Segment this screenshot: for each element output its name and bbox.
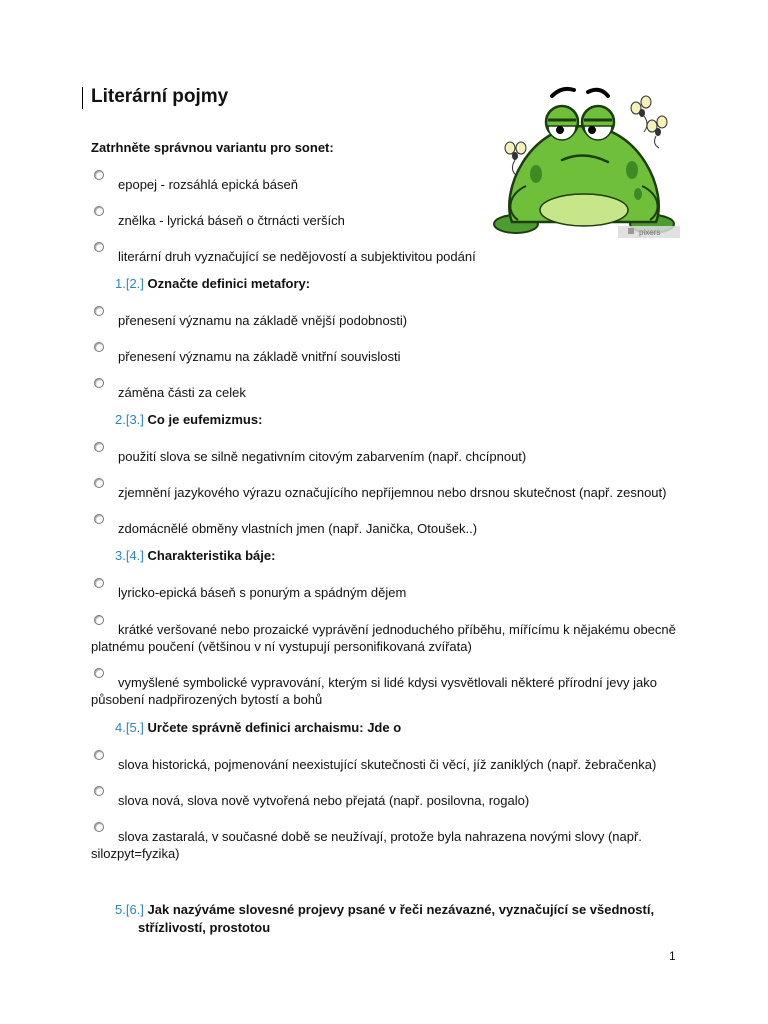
question-number: 5.[6.] [115,902,144,917]
question-2 [115,411,262,428]
question-text: Co je eufemizmus: [147,412,263,427]
q1-option-1[interactable] [91,312,681,329]
question-text: Jak nazýváme slovesné projevy psané v řeči nezávazné, vyznačující se všedností, [147,902,655,917]
question-5-continued: střízlivostí, prostotou [138,920,271,935]
option-label: krátké veršované nebo prozaické vyprávění jednoduchého příběhu, mířícímu k nějakému obecně platnému poučení (většinou v ní vystupují personifikovaná zvířata) [91,622,676,654]
option-label: zdomácnělé obměny vlastních jmen (např. Janička, Otoušek..) [118,521,478,536]
question-text: Označte definici metafory: [147,276,311,291]
intro-option-2[interactable] [91,212,681,229]
question-number: 4.[5.] [115,720,144,735]
intro-question: Zatrhněte správnou variantu pro sonet: [91,140,334,155]
question-number: 1.[2.] [115,276,144,291]
radio-button[interactable] [94,615,104,625]
radio-button[interactable] [94,306,104,316]
intro-option-1[interactable] [91,176,681,193]
q1-option-3[interactable] [91,384,681,401]
question-text: Charakteristika báje: [147,548,276,563]
option-label: slova zastaralá, v současné době se neužívají, protože byla nahrazena novými slovy (např. silozpyt=fyzika) [91,829,642,861]
option-label: znělka - lyrická báseň o čtrnácti verších [118,213,345,228]
radio-button[interactable] [94,822,104,832]
radio-button[interactable] [94,786,104,796]
radio-button[interactable] [94,206,104,216]
q4-option-2[interactable] [91,792,681,809]
q3-option-2[interactable] [91,621,681,655]
radio-button[interactable] [94,242,104,252]
question-3 [115,547,275,564]
radio-button[interactable] [94,342,104,352]
radio-button[interactable] [94,750,104,760]
option-label: záměna části za celek [118,385,246,400]
q4-option-3[interactable] [91,828,681,862]
q3-option-3[interactable] [91,674,681,708]
radio-button[interactable] [94,442,104,452]
radio-button[interactable] [94,514,104,524]
intro-option-3[interactable] [91,248,681,265]
q2-option-1[interactable] [91,448,681,465]
watermark-text: pixers [639,228,661,237]
radio-button[interactable] [94,170,104,180]
radio-button[interactable] [94,668,104,678]
question-text: Určete správně definici archaismu: Jde o [147,720,402,735]
option-label: zjemnění jazykového výrazu označujícího nepříjemnou nebo drsnou skutečnost (např. zesnout) [118,485,667,500]
question-number: 2.[3.] [115,412,144,427]
option-label: přenesení významu na základě vnitřní souvislosti [118,349,401,364]
question-4 [115,719,401,736]
option-label: epopej - rozsáhlá epická báseň [118,177,298,192]
q3-option-1[interactable] [91,584,681,601]
option-label: slova nová, slova nově vytvořená nebo přejatá (např. posilovna, rogalo) [118,793,530,808]
q1-option-2[interactable] [91,348,681,365]
option-label: vymyšlené symbolické vypravování, kterým si lidé kdysi vysvětlovali některé přírodní jevy jako působení nadpřirozených bytostí a bohů [91,675,657,707]
radio-button[interactable] [94,478,104,488]
text-cursor [82,87,83,109]
page-title: Literární pojmy [91,86,229,107]
question-number: 3.[4.] [115,548,144,563]
q4-option-1[interactable] [91,756,681,773]
q2-option-2[interactable] [91,484,681,501]
question-1 [115,275,310,292]
option-label: lyricko-epická báseň s ponurým a spádným dějem [118,585,407,600]
q2-option-3[interactable] [91,520,681,537]
option-label: slova historická, pojmenování neexistující skutečnosti či věcí, jíž zaniklých (např. žebračenka) [118,757,657,772]
radio-button[interactable] [94,378,104,388]
option-label: přenesení významu na základě vnější podobnosti) [118,313,408,328]
option-label: literární druh vyznačující se nedějovostí a subjektivitou podání [118,249,476,264]
question-5 [115,901,654,918]
fly-icon [647,116,667,148]
radio-button[interactable] [94,578,104,588]
page-number: 1 [669,949,676,963]
option-label: použití slova se silně negativním citovým zabarvením (např. chcípnout) [118,449,527,464]
